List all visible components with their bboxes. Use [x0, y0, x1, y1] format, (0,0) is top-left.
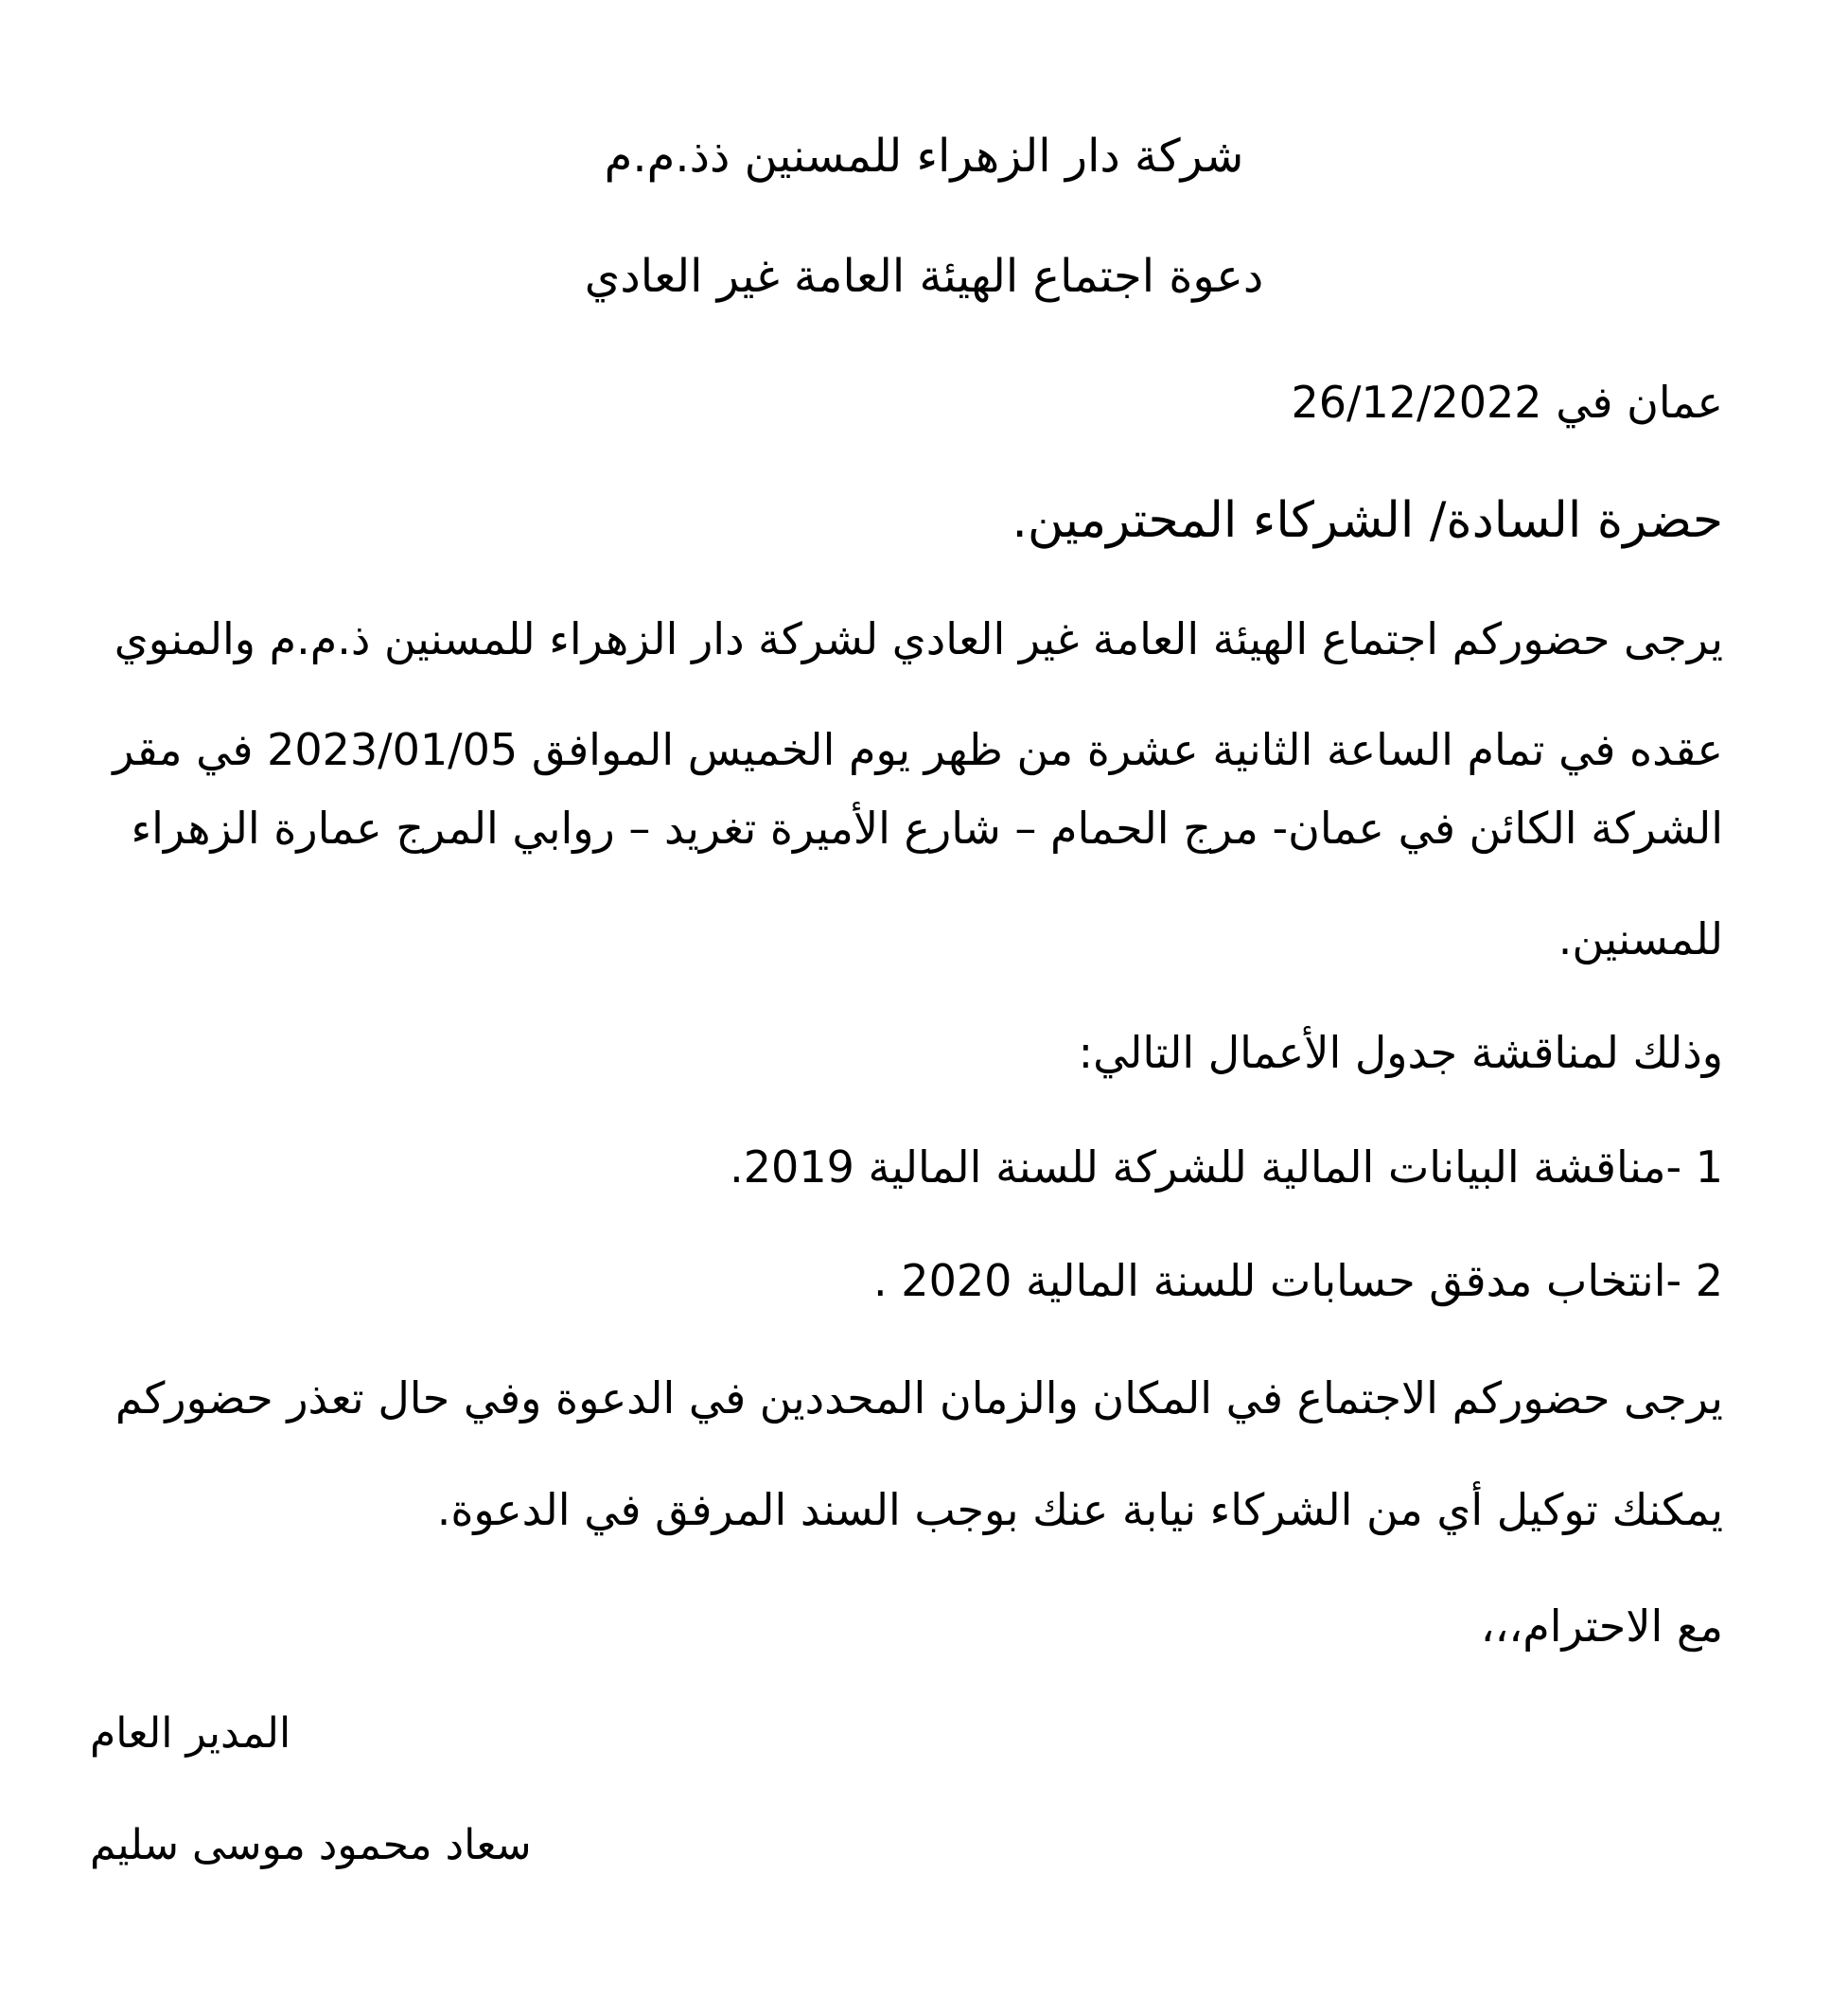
date-line: [123, 374, 1723, 431]
company-title: شركة دار الزهراء للمسنين ذذ.م.م: [604, 130, 1244, 183]
agenda-item-1: 1 -مناقشة البيانات المالية للشركة للسنة المالية 2019.: [730, 1141, 1723, 1193]
signatory-title: المدير العام: [90, 1709, 291, 1758]
closing-line-2: يمكنك توكيل أي من الشركاء نيابة عنك بوجب السند المرفق في الدعوة.: [436, 1484, 1723, 1535]
salutation: حضرة السادة/ الشركاء المحترمين.: [1012, 492, 1723, 549]
date-prefix: عمان في: [1556, 377, 1723, 428]
agenda-intro: وذلك لمناقشة جدول الأعمال التالي:: [1078, 1027, 1723, 1078]
date-value: 26/12/2022: [1291, 377, 1542, 428]
agenda-item-2: 2 -انتخاب مدقق حسابات للسنة المالية 2020 .: [873, 1255, 1723, 1306]
body-line-4: للمسنين.: [1558, 913, 1723, 964]
signatory-name: سعاد محمود موسى سليم: [90, 1821, 532, 1869]
body-line-1: يرجى حضوركم اجتماع الهيئة العامة غير العادي لشركة دار الزهراء للمسنين ذ.م.م والمنوي: [114, 613, 1723, 664]
body-line-3: الشركة الكائن في عمان- مرج الحمام – شارع الأميرة تغريد – روابي المرج عمارة الزهراء: [131, 803, 1723, 854]
invitation-title: دعوة اجتماع الهيئة العامة غير العادي: [584, 250, 1264, 303]
closing-line-1: يرجى حضوركم الاجتماع في المكان والزمان المحددين في الدعوة وفي حال تعذر حضوركم: [114, 1372, 1723, 1423]
regards: مع الاحترام،،،: [1480, 1600, 1723, 1652]
body-line-2: عقده في تمام الساعة الثانية عشرة من ظهر يوم الخميس الموافق 2023/01/05 في مقر: [113, 724, 1723, 775]
